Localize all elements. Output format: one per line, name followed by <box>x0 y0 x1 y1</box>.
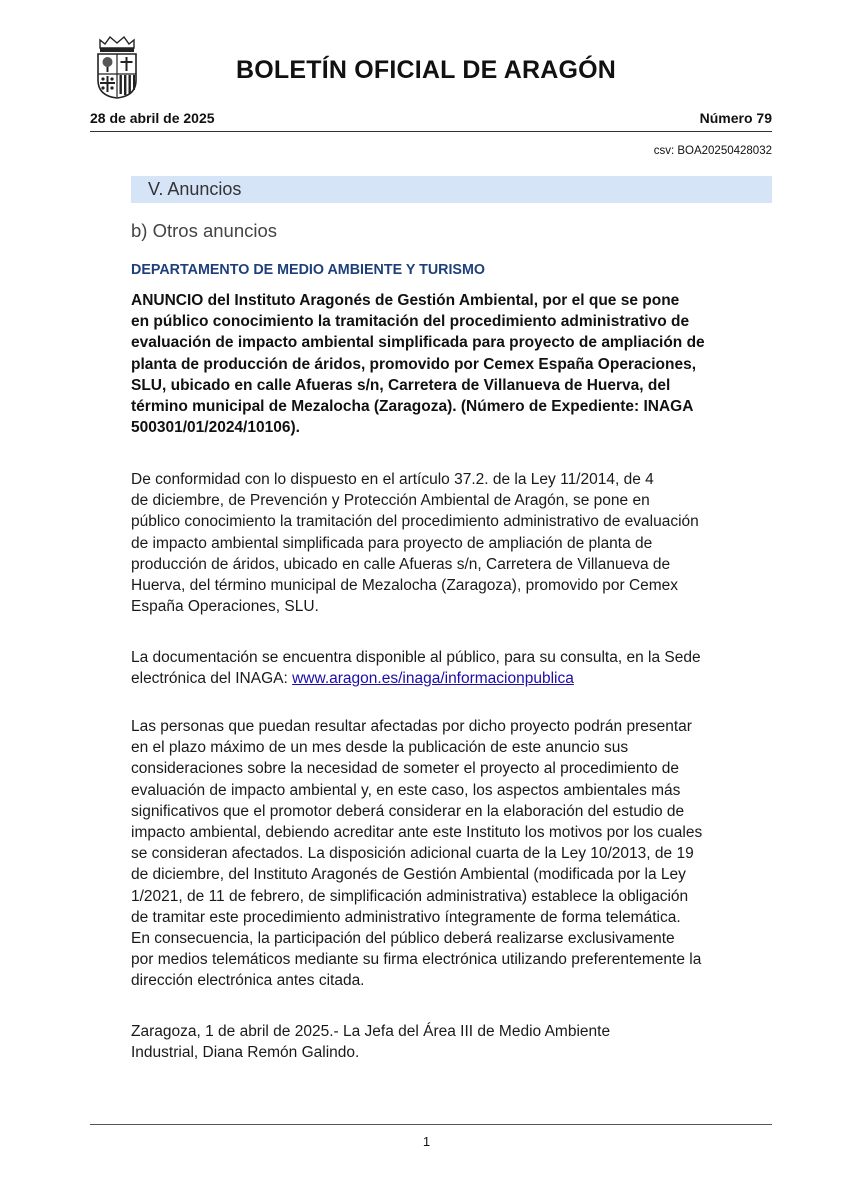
paragraph-line: Huerva, del término municipal de Mezalocha (Zaragoza), promovido por Cemex <box>131 577 679 595</box>
announcement-heading <box>131 290 781 438</box>
paragraph-line: de diciembre, del Instituto Aragonés de Gestión Ambiental (modificada por la Ley <box>131 866 686 884</box>
issue-date: 28 de abril de 2025 <box>90 110 215 126</box>
heading-line: en público conocimiento la tramitación del procedimiento administrativo de <box>131 313 690 331</box>
paragraph-line: dirección electrónica antes citada. <box>131 972 365 990</box>
paragraph-line: De conformidad con lo dispuesto en el artículo 37.2. de la Ley 11/2014, de 4 <box>131 471 654 488</box>
header-divider <box>90 131 772 132</box>
signature-line: Zaragoza, 1 de abril de 2025.- La Jefa del Área III de Medio Ambiente <box>131 1023 611 1040</box>
heading-line: evaluación de impacto ambiental simplificada para proyecto de ampliación de <box>131 334 705 352</box>
signature-block <box>131 1021 781 1063</box>
csv-code: csv: BOA20250428032 <box>653 145 772 157</box>
paragraph-line: en el plazo máximo de un mes desde la publicación de este anuncio sus <box>131 739 629 757</box>
paragraph-line: España Operaciones, SLU. <box>131 598 319 616</box>
subsection-title: b) Otros anuncios <box>131 220 278 241</box>
section-band <box>131 176 772 203</box>
heading-line: SLU, ubicado en calle Afueras s/n, Carretera de Villanueva de Huerva, del <box>131 376 671 394</box>
paragraph-line: de diciembre, de Prevención y Protección Ambiental de Aragón, se pone en <box>131 492 650 510</box>
paragraph-line: evaluación de impacto ambiental y, en este caso, los aspectos ambientales más <box>131 781 681 799</box>
issue-number: Número 79 <box>699 110 772 126</box>
section-title: V. Anuncios <box>148 179 242 199</box>
bulletin-title: BOLETÍN OFICIAL DE ARAGÓN <box>236 56 616 84</box>
paragraph-line <box>131 668 781 689</box>
paragraph-line: producción de áridos, ubicado en calle Afueras s/n, Carretera de Villanueva de <box>131 555 671 573</box>
signature-line: Industrial, Diana Remón Galindo. <box>131 1044 360 1062</box>
paragraph-line: impacto ambiental, debiendo acreditar ante este Instituto los motivos por los cuales <box>131 824 703 842</box>
info-publica-link[interactable]: www.aragon.es/inaga/informacionpublica <box>292 670 574 688</box>
paragraph-line: significativos que el promotor deberá considerar en la elaboración del estudio de <box>131 802 685 820</box>
department-name: DEPARTAMENTO DE MEDIO AMBIENTE Y TURISMO <box>131 262 486 278</box>
paragraph-line: público conocimiento la tramitación del procedimiento administrativo de evaluación <box>131 513 699 531</box>
paragraph-line: consideraciones sobre la necesidad de someter el proyecto al procedimiento de <box>131 760 679 778</box>
paragraph-line: de impacto ambiental simplificada para proyecto de ampliación de planta de <box>131 534 653 552</box>
paragraph-line: 1/2021, de 11 de febrero, de simplificación administrativa) establece la obligación <box>131 887 689 905</box>
paragraph-line-prefix: electrónica del INAGA: <box>131 670 293 688</box>
paragraph-documentation <box>131 647 781 689</box>
heading-line: ANUNCIO del Instituto Aragonés de Gestión Ambiental, por el que se pone <box>131 292 680 309</box>
footer-divider <box>90 1124 772 1125</box>
heading-line: planta de producción de áridos, promovido por Cemex España Operaciones, <box>131 355 697 373</box>
paragraph-line: En consecuencia, la participación del público deberá realizarse exclusivamente <box>131 930 675 948</box>
paragraph-line: de tramitar este procedimiento administrativo íntegramente de forma telemática. <box>131 908 681 926</box>
coat-of-arms-icon <box>94 34 140 100</box>
paragraph-line: Las personas que puedan resultar afectadas por dicho proyecto podrán presentar <box>131 718 692 735</box>
page-number: 1 <box>422 1134 431 1149</box>
paragraph-public-participation <box>131 716 781 992</box>
paragraph-legal-basis <box>131 469 781 617</box>
paragraph-line: La documentación se encuentra disponible al público, para su consulta, en la Sede <box>131 649 701 666</box>
paragraph-line: se consideran afectados. La disposición adicional cuarta de la Ley 10/2013, de 19 <box>131 845 694 863</box>
heading-line: término municipal de Mezalocha (Zaragoza). (Número de Expediente: INAGA <box>131 398 694 416</box>
paragraph-line: por medios telemáticos mediante su firma electrónica utilizando preferentemente la <box>131 951 702 969</box>
heading-line: 500301/01/2024/10106). <box>131 419 300 437</box>
